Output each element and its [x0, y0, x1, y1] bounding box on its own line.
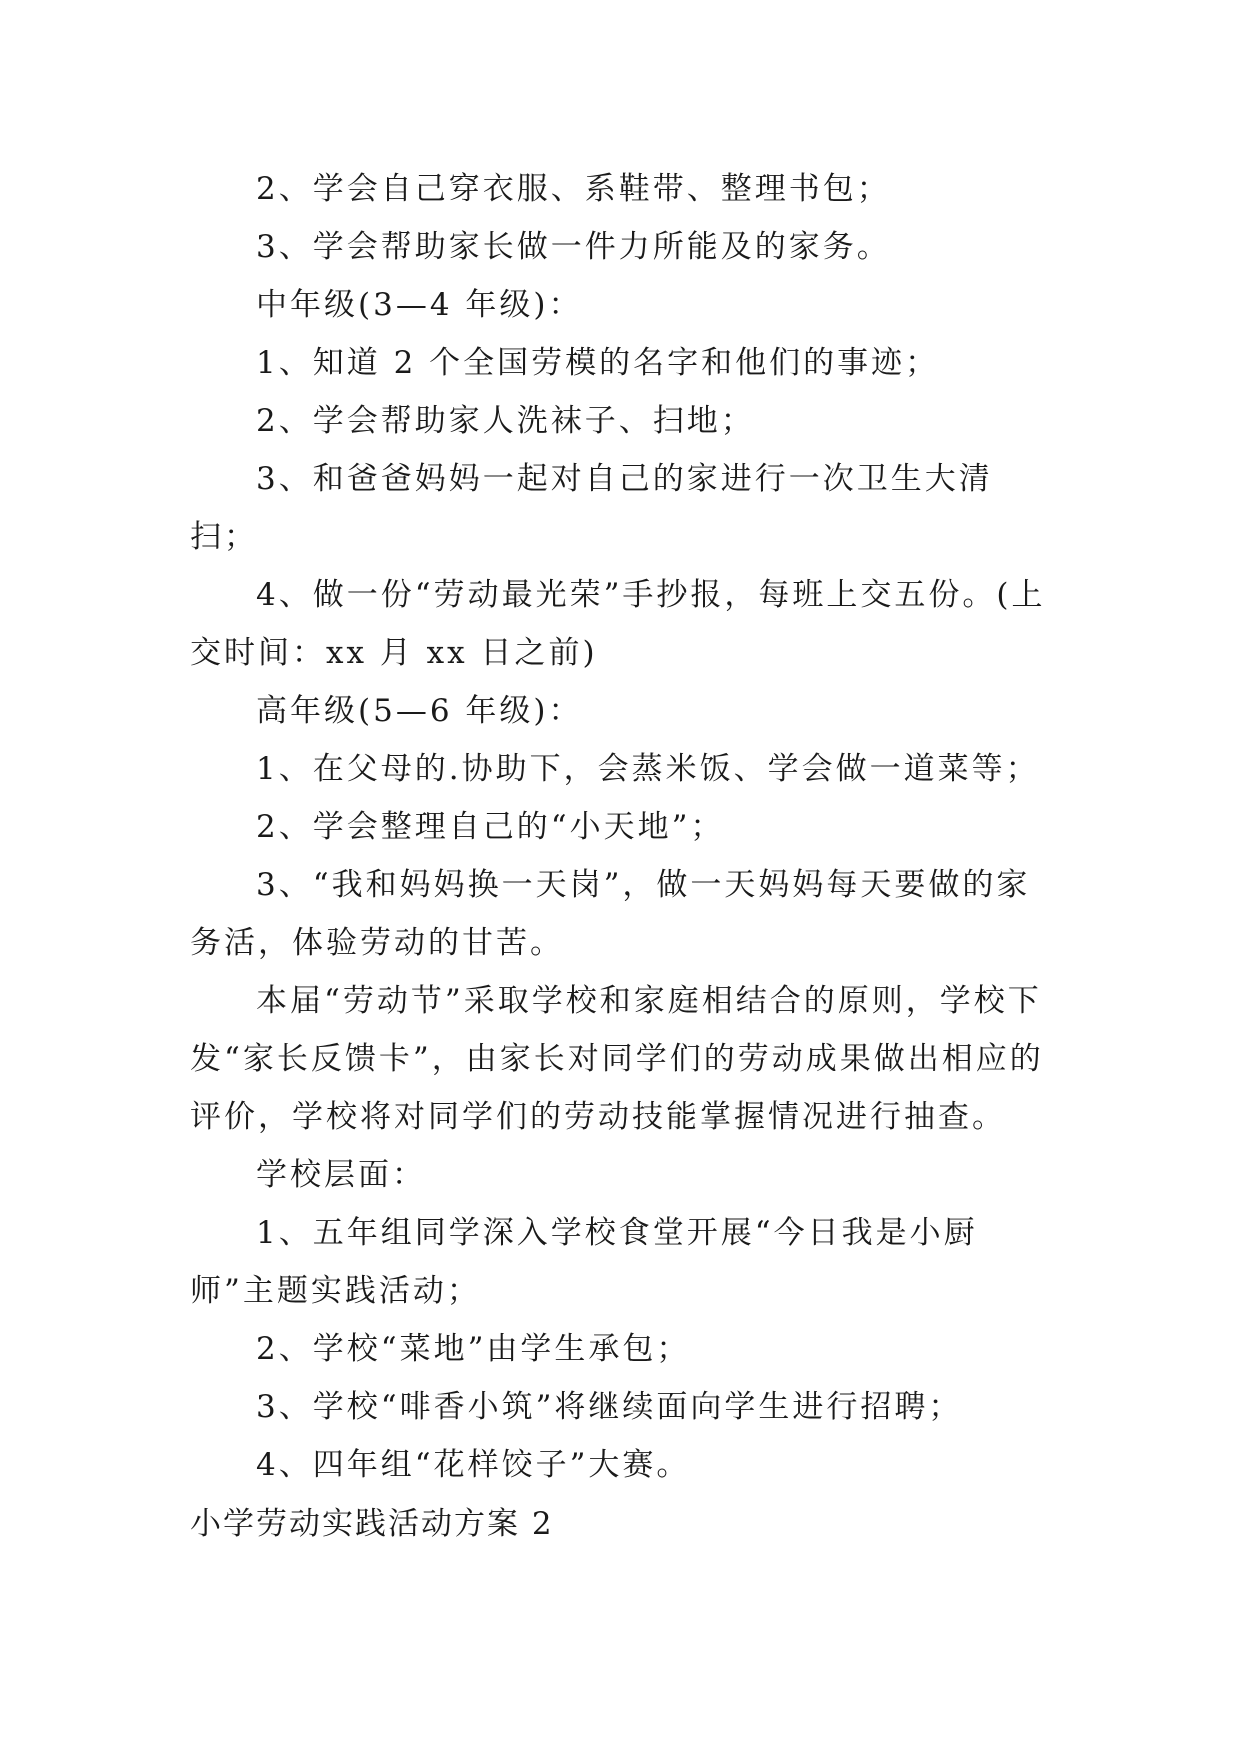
- paragraph: 2、学会整理自己的“小天地”；: [256, 809, 725, 845]
- paragraph-heading: 高年级(5—6 年级)：: [256, 693, 583, 729]
- paragraph: 2、学会自己穿衣服、系鞋带、整理书包；: [256, 171, 891, 207]
- paragraph: 本届“劳动节”采取学校和家庭相结合的原则，学校下发“家长反馈卡”，由家长对同学们的劳动成果做出相应的评价，学校将对同学们的劳动技能掌握情况进行抽查。: [190, 983, 1044, 1135]
- paragraph: 3、学会帮助家长做一件力所能及的家务。: [256, 229, 891, 265]
- paragraph: 3、和爸爸妈妈一起对自己的家进行一次卫生大清扫；: [190, 461, 993, 555]
- paragraph: 2、学校“菜地”由学生承包；: [256, 1331, 691, 1367]
- paragraph-heading: 中年级(3—4 年级)：: [256, 287, 583, 323]
- document-body: [190, 160, 1060, 1494]
- paragraph: 4、四年组“花样饺子”大赛。: [256, 1447, 691, 1483]
- paragraph: 2、学会帮助家人洗袜子、扫地；: [256, 403, 755, 439]
- paragraph-heading: 学校层面：: [256, 1157, 426, 1193]
- section-title: 小学劳动实践活动方案 2: [190, 1506, 554, 1542]
- paragraph: 4、做一份“劳动最光荣”手抄报，每班上交五份。(上交时间：xx 月 xx 日之前): [190, 577, 1046, 671]
- paragraph: 3、学校“啡香小筑”将继续面向学生进行招聘；: [256, 1389, 963, 1425]
- paragraph: 1、在父母的.协助下，会蒸米饭、学会做一道菜等；: [256, 751, 1040, 787]
- paragraph: 1、知道 2 个全国劳模的名字和他们的事迹；: [256, 345, 940, 381]
- paragraph: 3、“我和妈妈换一天岗”，做一天妈妈每天要做的家务活，体验劳动的甘苦。: [190, 867, 1031, 961]
- paragraph: 1、五年组同学深入学校食堂开展“今日我是小厨师”主题实践活动；: [190, 1215, 978, 1309]
